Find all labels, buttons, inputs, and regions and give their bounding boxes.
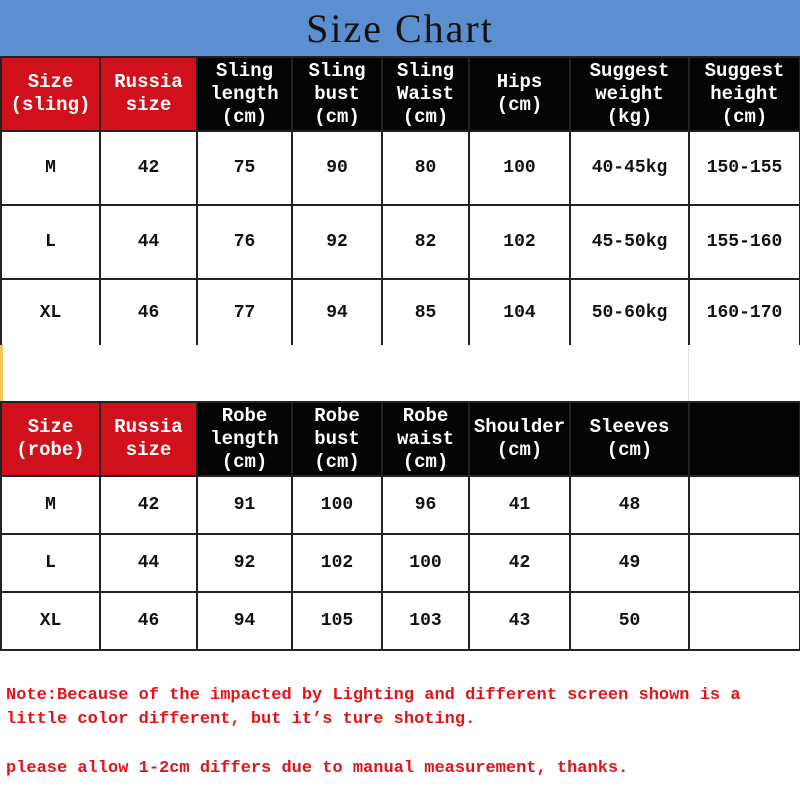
table-cell: 76 (197, 205, 292, 279)
table-cell: 160-170 (689, 279, 800, 346)
table-cell: 41 (469, 476, 570, 534)
table-cell: 105 (292, 592, 382, 650)
table-cell: 48 (570, 476, 689, 534)
divider (0, 345, 3, 401)
sling-size-table (0, 56, 800, 347)
table-cell: 77 (197, 279, 292, 346)
table-cell: L (1, 534, 100, 592)
page-title: Size Chart (306, 5, 494, 51)
table-cell: 49 (570, 534, 689, 592)
table-cell: 100 (292, 476, 382, 534)
table-cell: 94 (292, 279, 382, 346)
notes-section (6, 684, 796, 781)
table-cell: 103 (382, 592, 469, 650)
table-row (1, 279, 800, 346)
robe-header-waist: Robe waist (cm) (382, 402, 469, 476)
table-row (1, 131, 800, 205)
robe-header-sleeves: Sleeves (cm) (570, 402, 689, 476)
table-cell: 92 (292, 205, 382, 279)
robe-header-row (1, 402, 800, 476)
table-cell: 44 (100, 534, 197, 592)
robe-size-table (0, 401, 800, 651)
table-cell: 82 (382, 205, 469, 279)
table-cell: 75 (197, 131, 292, 205)
sling-header-russia-size: Russia size (100, 57, 197, 131)
table-cell: 42 (100, 476, 197, 534)
sling-header-row (1, 57, 800, 131)
table-cell (689, 476, 800, 534)
table-cell: 150-155 (689, 131, 800, 205)
divider (688, 345, 689, 401)
table-cell: 96 (382, 476, 469, 534)
table-cell: 92 (197, 534, 292, 592)
table-row (1, 476, 800, 534)
robe-header-blank (689, 402, 800, 476)
table-cell: 91 (197, 476, 292, 534)
table-cell: 155-160 (689, 205, 800, 279)
table-cell: L (1, 205, 100, 279)
table-cell: 100 (469, 131, 570, 205)
table-cell: 46 (100, 279, 197, 346)
table-row (1, 534, 800, 592)
table-cell: XL (1, 279, 100, 346)
table-cell: 42 (100, 131, 197, 205)
sling-header-height: Suggest height (cm) (689, 57, 800, 131)
table-cell: 45-50kg (570, 205, 689, 279)
table-cell: 43 (469, 592, 570, 650)
table-cell (689, 534, 800, 592)
table-cell: 100 (382, 534, 469, 592)
sling-header-length: Sling length (cm) (197, 57, 292, 131)
sling-header-size: Size (sling) (1, 57, 100, 131)
sling-header-bust: Sling bust (cm) (292, 57, 382, 131)
sling-header-hips: Hips (cm) (469, 57, 570, 131)
table-cell: 80 (382, 131, 469, 205)
robe-header-length: Robe length (cm) (197, 402, 292, 476)
robe-header-bust: Robe bust (cm) (292, 402, 382, 476)
table-cell: 102 (469, 205, 570, 279)
table-cell: M (1, 131, 100, 205)
robe-header-size: Size (robe) (1, 402, 100, 476)
title-bar (0, 0, 800, 57)
robe-header-shoulder: Shoulder (cm) (469, 402, 570, 476)
table-cell: XL (1, 592, 100, 650)
table-cell: 40-45kg (570, 131, 689, 205)
note-lighting: Note:Because of the impacted by Lighting and different screen shown is a little color different, but it’s ture shoting. (6, 686, 741, 729)
table-cell: M (1, 476, 100, 534)
table-cell: 46 (100, 592, 197, 650)
table-cell (689, 592, 800, 650)
table-row (1, 592, 800, 650)
table-spacer (0, 345, 800, 401)
note-measurement: please allow 1-2cm differs due to manual measurement, thanks. (6, 759, 629, 778)
sling-header-waist: Sling Waist (cm) (382, 57, 469, 131)
table-cell: 42 (469, 534, 570, 592)
sling-header-weight: Suggest weight (kg) (570, 57, 689, 131)
table-cell: 94 (197, 592, 292, 650)
table-cell: 50-60kg (570, 279, 689, 346)
robe-header-russia-size: Russia size (100, 402, 197, 476)
table-row (1, 205, 800, 279)
table-cell: 44 (100, 205, 197, 279)
table-cell: 50 (570, 592, 689, 650)
table-cell: 102 (292, 534, 382, 592)
table-cell: 90 (292, 131, 382, 205)
table-cell: 104 (469, 279, 570, 346)
table-cell: 85 (382, 279, 469, 346)
